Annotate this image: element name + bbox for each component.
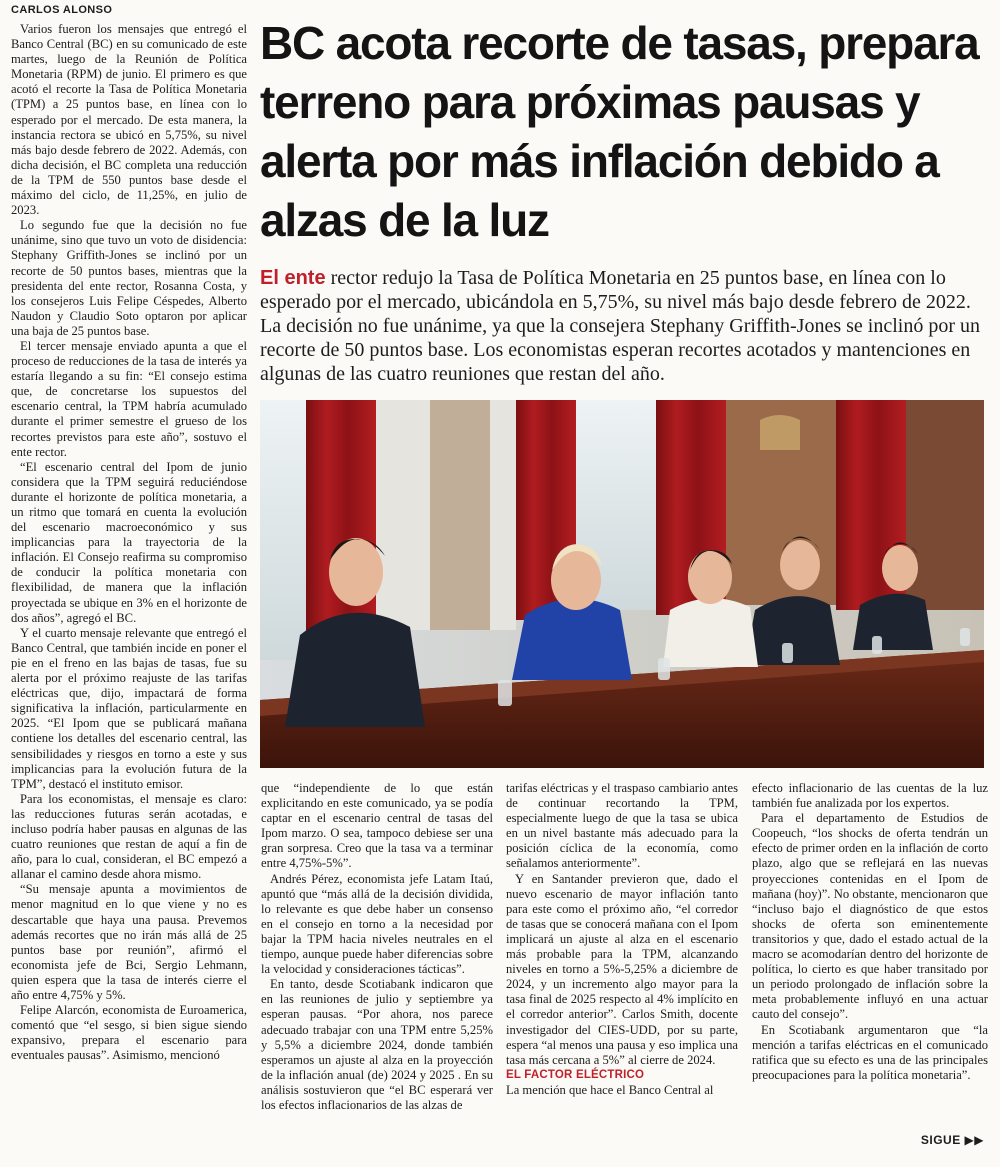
deck [260, 266, 990, 386]
board-photo-image [260, 400, 984, 768]
paragraph: Y el cuarto mensaje relevante que entregó el Banco Central, que también incide en poner el pie en el freno en las bajas de tasas, fue su alerta por el próximo reajuste de las tarifas eléctricas que, dijo, impactará de forma significativa la inflación, particularmente en 2025. “El Ipom que se publicará mañana contiene los detalles del escenario central, las sensibilidades y riesgos en torno a este y sus implicancias para la evolución futura de la TPM”, destacó el instituto emisor. [11, 625, 247, 791]
paragraph: En Scotiabank argumentaron que “la mención a tarifas eléctricas en el comunicado ratifica que su efecto es una de las principales preocupaciones para la política monetaria”. [752, 1022, 988, 1082]
article-column-3 [506, 781, 738, 1163]
paragraph: En tanto, desde Scotiabank indicaron que en las reuniones de julio y septiembre ya esperan pausas. “Por ahora, nos parece adecuado trabajar con una TPM entre 5,25% y 5,5% a diciembre 2024, donde también esperamos un ajuste al alza en la proyección de la inflación anual (de) 2024 y 2025 . En su análisis sostuvieron que “el BC esperará ver los efectos inflacionarios de las alzas de [261, 977, 493, 1112]
continue-marker: SIGUE ▶▶ [920, 1133, 984, 1147]
byline: CARLOS ALONSO [11, 4, 113, 16]
paragraph: La mención que hace el Banco Central al [506, 1082, 714, 1097]
paragraph: Felipe Alarcón, economista de Euroamerica, comentó que “el sesgo, si bien sigue siendo expansivo, prepara el escenario para eventuales pausas”. Asimismo, mencionó [11, 1003, 247, 1063]
paragraph: Andrés Pérez, economista jefe Latam Itaú, apuntó que “más allá de la decisión dividida, lo relevante es que debe haber un consenso en el consejo en torno a la necesidad por bajar la TPM hacia niveles neutrales en el tiempo, aunque puede haber diferencias sobre la velocidad y consideraciones tácticas”. [261, 871, 493, 977]
paragraph: “El escenario central del Ipom de junio considera que la TPM seguirá reduciéndose durante el horizonte de política monetaria, a un ritmo que tomará en cuenta la evolución del escenario macroeconómico y sus implicancias para la trayectoria de la inflación. El Consejo reafirma su compromiso de conducir la política monetaria con flexibilidad, de manera que la inflación proyectada se ubique en 3% en el horizonte de dos años”, agregó el BC. [11, 459, 247, 625]
section-subhead: EL FACTOR ELÉCTRICO [506, 1068, 645, 1081]
paragraph: “Su mensaje apunta a movimientos de menor magnitud en lo que viene y no es descartable que haya una pausa. Prevemos además recortes que no irán más allá de 25 puntos base por reunión”, afirmó el economista jefe de Bci, Sergio Lehmann, quien espera que la tasa de interés cierre el año entre 4,75% y 5%. [11, 882, 247, 1002]
paragraph: El tercer mensaje enviado apunta a que el proceso de reducciones de la tasa de interés ya estaría llegando a su fin: “El consejo estima que, de concretarse los supuestos del escenario central, la TPM habría acumulado durante el primer semestre el grueso de los recortes previstos para este año”, sostuvo el ente rector. [11, 338, 247, 459]
deck-text: rector redujo la Tasa de Política Monetaria en 25 puntos base, en línea con lo esperado por el mercado, ubicándola en 5,75%, su nivel más bajo desde febrero de 2022. La decisión no fue unánime, ya que la consejera Stephany Griffith-Jones se inclinó por un recorte de 50 puntos base. Los economistas esperan recortes acotados y mantenciones en algunas de las cuatro reuniones que restan del año. [260, 267, 980, 385]
board-photo [260, 400, 984, 768]
article-column-4 [752, 781, 988, 1121]
paragraph: Y en Santander previeron que, dado el nuevo escenario de mayor inflación tanto para este como el próximo año, “el corredor de tasas que se conocerá mañana con el Ipom implicará un ajuste al alza en el escenario más probable para la TPM, alcanzando niveles en torno a 5%-5,25% a diciembre de 2024, y un incremento algo mayor para la tasa final de 2025 respecto al 4% implícito en el corredor anterior”. Carlos Smith, docente investigador del CIES-UDD, por su parte, espera “al menos una pausa y eso implica una tasa más cercana a 5%” al cierre de 2024. [506, 871, 738, 1067]
paragraph: Varios fueron los mensajes que entregó el Banco Central (BC) en su comunicado de este martes, luego de la Reunión de Política Monetaria (RPM) de junio. El primero es que acotó el recorte la Tasa de Política Monetaria (TPM) a 25 puntos base, en línea con lo esperado por el mercado. De esta manera, la instancia rectora se ubicó en 5,75%, su nivel más bajo desde febrero de 2022. Además, con dicha decisión, el BC completa una reducción de la TPM de 550 puntos base desde el máximo del ciclo, de 11,25%, en julio de 2023. [11, 22, 247, 218]
paragraph: que “independiente de lo que están explicitando en este comunicado, ya se podía captar en el escenario central de tasas del Ipom marzo. O sea, tampoco debiese ser una gran sorpresa. Creo que la tasa va a terminar entre 4,75%-5%”. [261, 781, 493, 871]
article-column-2 [261, 781, 493, 1163]
paragraph: Para los economistas, el mensaje es claro: las reducciones futuras serán acotadas, e incluso podría haber pausas en algunas de las cuatro reuniones que restan de aquí a fin de año, para lo cual, consideran, el BC empezó a allanar el camino desde ahora mismo. [11, 791, 247, 882]
deck-lead: El ente [260, 267, 326, 289]
paragraph: tarifas eléctricas y el traspaso cambiario antes de continuar recortando la TPM, especialmente luego de que la tasa se ubica en un nivel bastante más adecuado para la posición cíclica de la economía, como señalamos anteriormente”. [506, 781, 738, 871]
article-column-1 [11, 22, 247, 1162]
paragraph: Lo segundo fue que la decisión no fue unánime, sino que tuvo un voto de disidencia: Stephany Griffith-Jones se inclinó por un recorte de 50 puntos bases, mientras que la presidenta del ente rector, Rosanna Costa, y los consejeros Luis Felipe Céspedes, Alberto Naudon y Claudio Soto optaron por aplicar una baja de 25 puntos base. [11, 218, 247, 338]
paragraph: efecto inflacionario de las cuentas de la luz también fue analizada por los expertos. [752, 781, 988, 811]
paragraph: Para el departamento de Estudios de Coopeuch, “los shocks de oferta tendrán un efecto de primer orden en la inflación de corto plazo, algo que se reflejará en las nuevas proyecciones contenidas en el Ipom de mañana (hoy)”. No obstante, mencionaron que “incluso bajo el diagnóstico de que estos shocks de oferta son eminentemente transitorios y que, dado el estado actual de la macro se acomodarían dentro del horizonte de política, lo cierto es que haber transitado por un periodo prolongado de inflación sobre la meta probablemente influyó en una actuar cauto del consejo”. [752, 811, 988, 1022]
headline: BC acota recorte de tasas, prepara terreno para próximas pausas y alerta por más inflación debido a alzas de la luz [260, 17, 979, 246]
